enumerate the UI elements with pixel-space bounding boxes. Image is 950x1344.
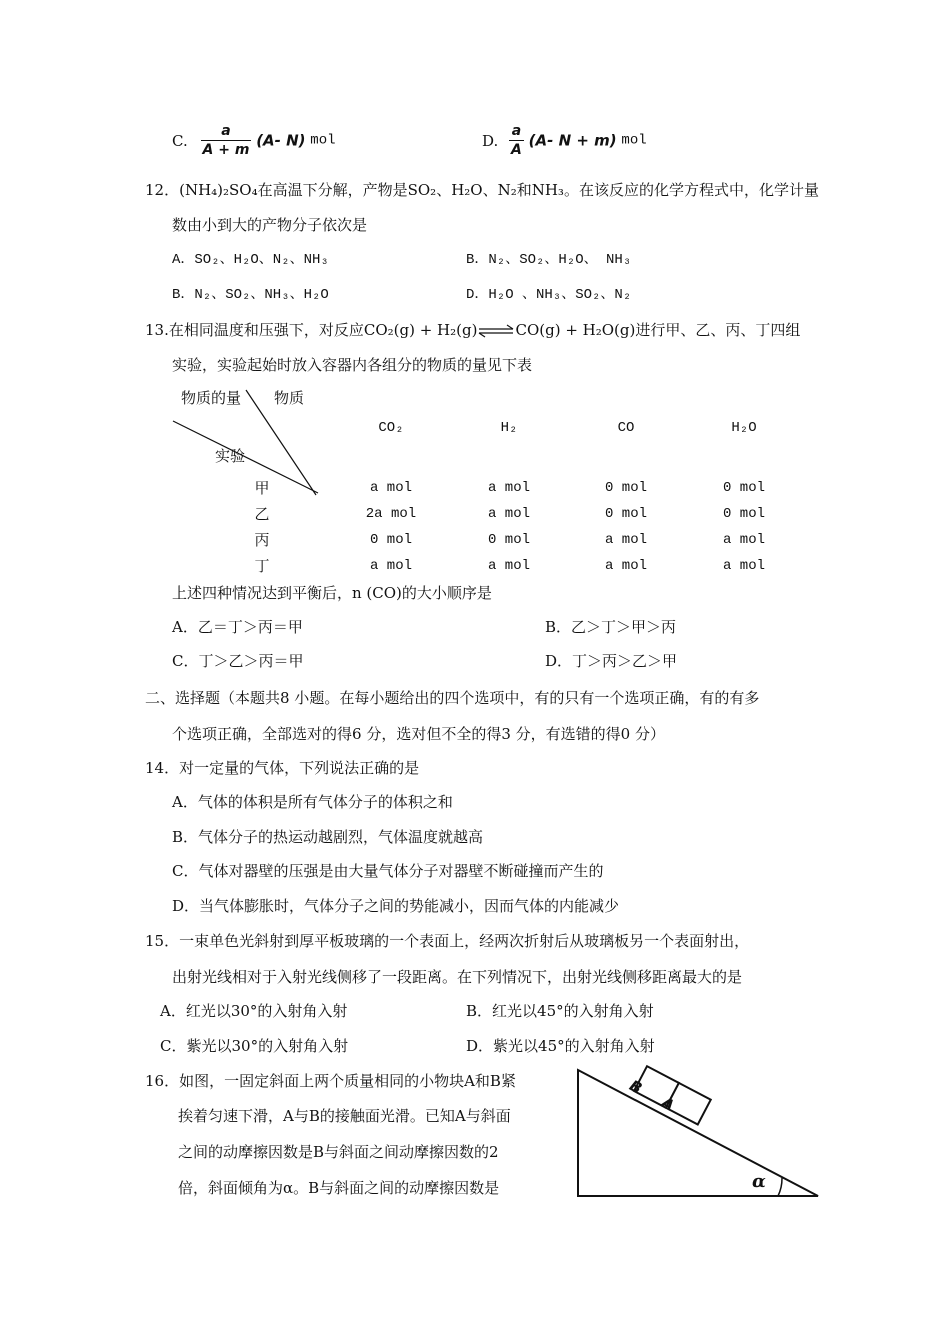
q13-option-b: B．乙＞丁＞甲＞丙 (545, 618, 677, 636)
table-header-experiment: 实验 (215, 447, 246, 465)
table-row-label: 甲 (254, 479, 270, 497)
q14-option-a: A．气体的体积是所有气体分子的体积之和 (172, 793, 453, 811)
q12-option-d: D．H₂O 、NH₃、SO₂、N₂ (466, 287, 632, 303)
q14-stem: 14．对一定量的气体，下列说法正确的是 (145, 759, 420, 777)
table-column-header: CO₂ (378, 420, 404, 436)
q13-option-c: C．丁＞乙＞丙＝甲 (172, 652, 304, 670)
q15-stem-line2: 出射光线相对于入射光线侧移了一段距离。在下列情况下，出射光线侧移距离最大的是 (172, 968, 743, 986)
q13-option-a: A．乙＝丁＞丙＝甲 (172, 618, 303, 636)
q15-stem-line1: 15．一束单色光斜射到厚平板玻璃的一个表面上，经两次折射后从玻璃板另一个表面射出， (145, 932, 750, 950)
q15-option-c: C．紫光以30°的入射角入射 (160, 1037, 349, 1055)
q11-option-d-expression: (A- N + m) (528, 131, 617, 150)
q12-option-b-first: B．N₂、SO₂、H₂O、 NH₃ (466, 252, 632, 268)
q14-option-d: D．当气体膨胀时，气体分子之间的势能减小，因而气体的内能减少 (172, 897, 620, 915)
table-cell: a mol (722, 558, 765, 574)
table-cell: 0 mol (487, 532, 530, 548)
q15-option-b: B．红光以45°的入射角入射 (466, 1002, 654, 1020)
q13-stem-line1-part1: 13.在相同温度和压强下，对反应CO₂(g) + H₂(g) (145, 321, 478, 339)
table-header-substance: 物质 (274, 389, 305, 407)
q13-stem-line1 (145, 320, 800, 340)
q12-option-a: A．SO₂、H₂O、N₂、NH₃ (172, 252, 329, 268)
q13-option-d: D．丁＞丙＞乙＞甲 (545, 652, 678, 670)
q12-stem-line1: 12．(NH₄)₂SO₄在高温下分解，产物是SO₂、H₂O、N₂和NH₃。在该反应的化学方程式中，化学计量 (145, 181, 819, 199)
q11-option-c (172, 122, 336, 159)
q11-option-c-label: C. (172, 131, 188, 150)
incline-plane (572, 1066, 832, 1206)
table-cell: 0 mol (604, 506, 647, 522)
q11-option-c-unit: mol (310, 132, 336, 149)
table-row-label: 丙 (254, 531, 270, 549)
table-cell: a mol (722, 532, 765, 548)
table-cell: 2a mol (365, 506, 417, 522)
q16-stem-line1: 16．如图，一固定斜面上两个质量相同的小物块A和B紧 (145, 1072, 516, 1090)
q11-option-d-fraction (509, 122, 524, 159)
table-column-header: H₂ (500, 420, 518, 436)
q11-option-d-denominator: A (511, 142, 522, 158)
block-a-label: A (658, 1093, 678, 1115)
block-b-label: B (626, 1076, 645, 1098)
table-cell: a mol (369, 480, 412, 496)
q12-stem-line2: 数由小到大的产物分子依次是 (172, 216, 368, 234)
q13-stem-line1-part2: CO(g) + H₂O(g)进行甲、乙、丙、丁四组 (515, 321, 801, 339)
table-cell: 0 mol (604, 480, 647, 496)
q13-question: 上述四种情况达到平衡后，n (CO)的大小顺序是 (172, 584, 492, 602)
q11-option-c-numerator: a (201, 122, 252, 141)
q15-option-a: A．红光以30°的入射角入射 (160, 1002, 348, 1020)
equilibrium-arrow-icon (477, 324, 515, 338)
incline-angle-label: α (752, 1171, 766, 1192)
table-header-amount: 物质的量 (181, 389, 242, 407)
q14-option-b: B．气体分子的热运动越剧烈，气体温度就越高 (172, 828, 484, 846)
q11-option-d-label: D. (482, 131, 499, 150)
table-column-header: CO (617, 420, 635, 436)
table-cell: a mol (487, 558, 530, 574)
q12-option-b-second: B．N₂、SO₂、NH₃、H₂O (172, 287, 329, 303)
table-cell: a mol (604, 532, 647, 548)
q11-option-d-numerator: a (509, 122, 524, 141)
q15-option-d: D．紫光以45°的入射角入射 (466, 1037, 655, 1055)
q11-option-c-expression: (A- N) (256, 131, 306, 150)
table-cell: a mol (604, 558, 647, 574)
q13-stem-line2: 实验，实验起始时放入容器内各组分的物质的量见下表 (172, 356, 533, 374)
q11-option-c-fraction (201, 122, 252, 159)
table-cell: a mol (369, 558, 412, 574)
q11-option-d (482, 122, 647, 159)
q16-stem-line3: 之间的动摩擦因数是B与斜面之间动摩擦因数的2 (178, 1143, 499, 1161)
q11-option-c-denominator: A + m (202, 142, 250, 158)
table-cell: a mol (487, 480, 530, 496)
table-cell: 0 mol (369, 532, 412, 548)
table-cell: 0 mol (722, 480, 765, 496)
table-column-header: H₂O (731, 420, 757, 436)
table-row-label: 丁 (254, 557, 270, 575)
q14-option-c: C．气体对器壁的压强是由大量气体分子对器壁不断碰撞而产生的 (172, 862, 604, 880)
q16-stem-line2: 挨着匀速下滑，A与B的接触面光滑。已知A与斜面 (178, 1107, 511, 1125)
q11-option-d-unit: mol (621, 132, 647, 149)
table-row-label: 乙 (254, 505, 270, 523)
table-cell: 0 mol (722, 506, 765, 522)
section2-heading-line1: 二、选择题（本题共8 小题。在每小题给出的四个选项中，有的只有一个选项正确，有的有多 (145, 689, 760, 707)
section2-heading-line2: 个选项正确，全部选对的得6 分，选对但不全的得3 分，有选错的得0 分） (172, 725, 665, 743)
q16-stem-line4: 倍，斜面倾角为α。B与斜面之间的动摩擦因数是 (178, 1179, 500, 1197)
table-cell: a mol (487, 506, 530, 522)
